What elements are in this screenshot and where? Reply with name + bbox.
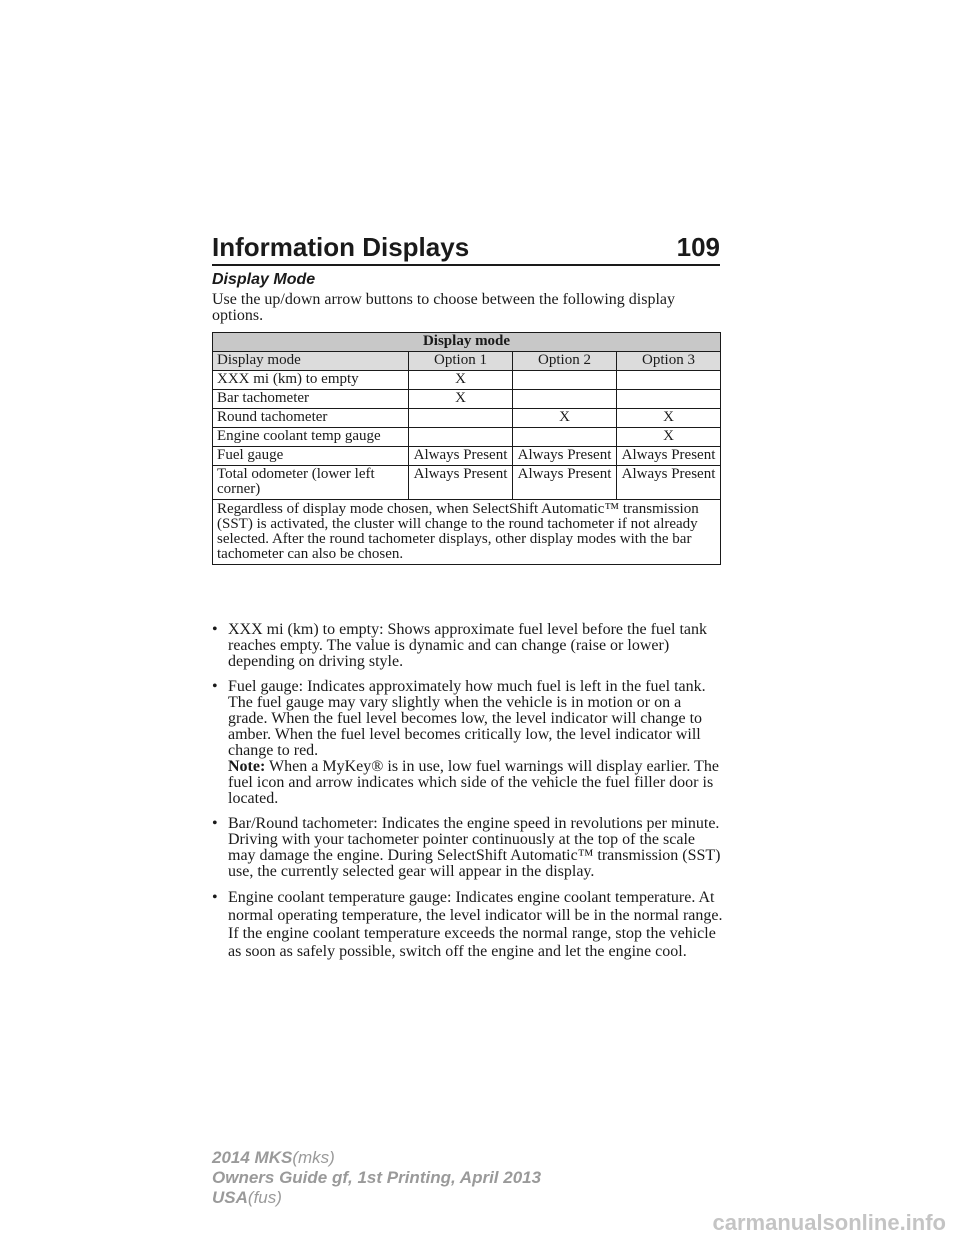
table-header-row: [213, 352, 721, 371]
header-title: Information Displays: [212, 232, 470, 262]
table-row: [213, 428, 721, 447]
table-row: [213, 390, 721, 409]
page-header: [212, 232, 720, 262]
footer-line-model: [212, 1148, 541, 1168]
header-rule: [212, 264, 720, 266]
table-cell: Always Present: [513, 466, 617, 500]
table-cell: Always Present: [617, 447, 721, 466]
table-note-row: [213, 500, 721, 565]
table-cell: [409, 428, 513, 447]
table-title: Display mode: [213, 333, 721, 352]
table-note: Regardless of display mode chosen, when SelectShift Automatic™ transmission (SST) is activated, the cluster will change to the round tachometer if not already selected. After the round tachometer displays, other display modes with the bar tachometer can also be chosen.: [213, 500, 721, 565]
table-row: [213, 371, 721, 390]
table-cell: Always Present: [409, 466, 513, 500]
bullet-list: [212, 622, 724, 970]
footer-market-code: (fus): [247, 1188, 282, 1207]
intro-paragraph: Use the up/down arrow buttons to choose between the following display options.: [212, 291, 676, 324]
table-cell: Total odometer (lower left corner): [213, 466, 409, 500]
bullet-icon: •: [212, 678, 218, 695]
table-cell: [513, 371, 617, 390]
list-item: [212, 816, 724, 880]
list-item-text: Engine coolant temperature gauge: Indicates engine coolant temperature. At normal operating temperature, the level indicator will be in the normal range. If the engine coolant temperature exceeds the normal range, stop the vehicle as soon as safely possible, switch off the engine and let the engine cool.: [228, 889, 723, 960]
list-item-text: Bar/Round tachometer: Indicates the engine speed in revolutions per minute. Driving with your tachometer pointer continuously at the top of the scale may damage the engine. During SelectShift Automatic™ transmission (SST) use, the currently selected gear will appear in the display.: [228, 815, 721, 880]
footer-market: USA: [212, 1188, 248, 1207]
section-title: Display Mode: [212, 271, 316, 288]
table-row: [213, 447, 721, 466]
table-header-cell: Option 3: [617, 352, 721, 371]
list-item: [212, 622, 724, 670]
note-text: When a MyKey® is in use, low fuel warnings will display earlier. The fuel icon and arrow indicates which side of the vehicle the fuel filler door is located.: [228, 758, 720, 807]
table-row: [213, 409, 721, 428]
table-cell: X: [513, 409, 617, 428]
list-item-text: Fuel gauge: Indicates approximately how much fuel is left in the fuel tank. The fuel gauge may vary slightly when the vehicle is in motion or on a grade. When the fuel level becomes low, the level indicator will change to amber. When the fuel level becomes critically low, the level indicator will change to red.: [228, 678, 706, 759]
table-cell: Round tachometer: [213, 409, 409, 428]
note-label: Note:: [228, 758, 266, 775]
table-header-cell: Option 2: [513, 352, 617, 371]
list-item: [212, 679, 724, 807]
table-cell: [513, 428, 617, 447]
table-cell: Always Present: [617, 466, 721, 500]
table-cell: X: [409, 390, 513, 409]
table-header-cell: Option 1: [409, 352, 513, 371]
bullet-icon: •: [212, 889, 218, 906]
table-cell: [513, 390, 617, 409]
table-header-cell: Display mode: [213, 352, 409, 371]
page-footer: [212, 1148, 541, 1208]
list-item: [212, 889, 724, 961]
table-title-row: [213, 333, 721, 352]
page-number: 109: [676, 232, 720, 262]
bullet-icon: •: [212, 815, 218, 832]
table-cell: Always Present: [513, 447, 617, 466]
table-cell: X: [617, 409, 721, 428]
table-cell: X: [409, 371, 513, 390]
table-cell: Always Present: [409, 447, 513, 466]
table-cell: Fuel gauge: [213, 447, 409, 466]
table-cell: X: [617, 428, 721, 447]
footer-line-guide: [212, 1168, 541, 1188]
list-item-text: XXX mi (km) to empty: Shows approximate fuel level before the fuel tank reaches empty. The value is dynamic and can change (raise or lower) depending on driving style.: [228, 621, 707, 670]
table-cell: Bar tachometer: [213, 390, 409, 409]
table-cell: Engine coolant temp gauge: [213, 428, 409, 447]
footer-model-code: (mks): [292, 1148, 335, 1167]
bullet-icon: •: [212, 621, 218, 638]
table-cell: [617, 390, 721, 409]
table-cell: [617, 371, 721, 390]
table-cell: XXX mi (km) to empty: [213, 371, 409, 390]
footer-model: 2014 MKS: [212, 1148, 293, 1167]
watermark: carmanualsonline.info: [712, 1210, 946, 1235]
table-cell: [409, 409, 513, 428]
table-row: [213, 466, 721, 500]
footer-guide: Owners Guide gf, 1st Printing, April 2013: [212, 1168, 542, 1187]
display-mode-table: [212, 332, 721, 565]
footer-line-market: [212, 1188, 541, 1208]
